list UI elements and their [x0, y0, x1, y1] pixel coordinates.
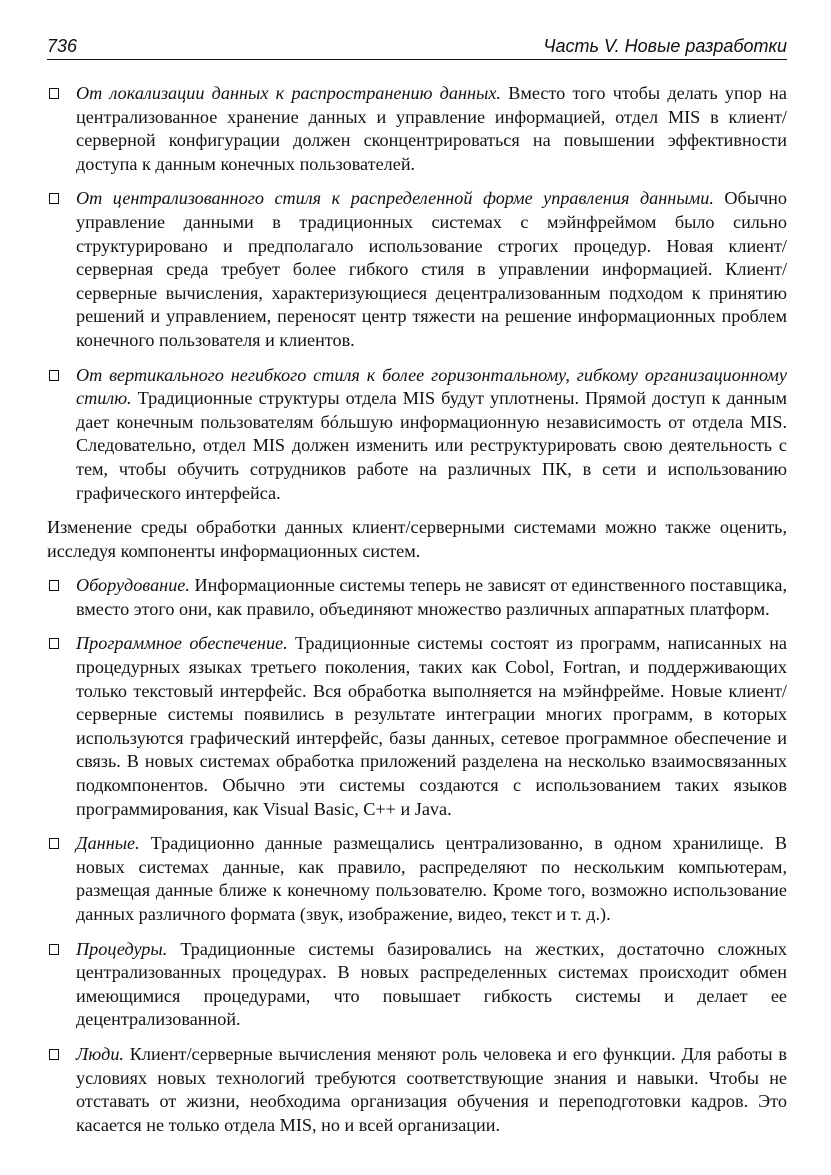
checkbox-bullet-icon	[49, 88, 59, 99]
item-lead: От централизованного стиля к распределенной форме управления данными.	[76, 188, 714, 209]
running-header	[47, 36, 787, 60]
page-number: 736	[47, 36, 78, 56]
item-lead: Данные.	[76, 833, 140, 854]
checkbox-bullet-icon	[49, 638, 59, 649]
item-text: Обычно управление данными в традиционных системах с мэйнфреймом было сильно структурировано и предполагало использование строгих процедур. Новая клиент/серверная среда требует более гибкого стиля в управлении информацией. Клиент/серверные вычисления, характеризующиеся децентрализованным подходом к принятию решений и управлением, переносят центр тяжести на решение информационных проблем конечного пользователя и клиентов.	[76, 188, 787, 350]
item-lead: От вертикального негибкого стиля к более горизонтальному, гибкому организационному стилю.	[76, 364, 787, 409]
item-lead: Люди.	[76, 1043, 124, 1064]
checkbox-bullet-icon	[49, 838, 59, 849]
list-item	[47, 832, 787, 926]
item-text: Традиционно данные размещались централизованно, в одном хранилище. В новых системах данные, как правило, распределяют по нескольким компьютерам, размещая данные ближе к конечному пользователю. Кроме того, возможно использование данных различного формата (звук, изображение, видео, текст и т. д.).	[76, 833, 787, 924]
item-text: Информационные системы теперь не зависят от единственного поставщика, вместо этого они, как правило, объединяют множество различных аппаратных платформ.	[76, 575, 787, 619]
checkbox-bullet-icon	[49, 1049, 59, 1060]
item-text: Вместо того чтобы делать упор на централизованное хранение данных и управление информацией, отдел MIS в клиент/серверной конфигурации должен сконцентрироваться на повышении эффективности доступа к данным конечных пользователей.	[76, 83, 787, 174]
list-item	[47, 82, 787, 176]
bullet-list-components	[47, 574, 787, 1137]
checkbox-bullet-icon	[49, 580, 59, 591]
bullet-list-changes	[47, 82, 787, 505]
list-item	[47, 364, 787, 506]
item-lead: Оборудование.	[76, 575, 190, 596]
list-item	[47, 938, 787, 1032]
item-text: Клиент/серверные вычисления меняют роль человека и его функции. Для работы в условиях новых технологий требуются соответствующие знания и навыки. Чтобы не отставать от жизни, необходима организация обучения и переподготовки кадров. Это касается не только отдела MIS, но и всей организации.	[76, 1043, 787, 1135]
running-title: Часть V. Новые разработки	[543, 36, 787, 56]
body-paragraph: Изменение среды обработки данных клиент/серверными системами можно также оценить, исследуя компоненты информационных систем.	[47, 517, 787, 561]
page-body	[47, 82, 787, 1137]
checkbox-bullet-icon	[49, 193, 59, 204]
item-text: Традиционные системы состоят из программ, написанных на процедурных языках третьего поколения, таких как Cobol, Fortran, и поддерживающих только текстовый интерфейс. Вся обработка выполняется на мэйнфрейме. Новые клиент/серверные системы появились в результате интеграции многих программ, в которых используются графический интерфейс, базы данных, сетевое программное обеспечение и связь. В новых системах обработка приложений разделена на несколько взаимосвязанных подкомпонентов. Обычно эти системы создаются с использованием таких языков программирования, как Visual Basic, C++ и Java.	[76, 633, 788, 819]
list-item	[47, 574, 787, 621]
list-item	[47, 632, 787, 821]
item-lead: Программное обеспечение.	[76, 633, 288, 654]
list-item	[47, 187, 787, 352]
checkbox-bullet-icon	[49, 944, 59, 955]
checkbox-bullet-icon	[49, 370, 59, 381]
item-text: Традиционные структуры отдела MIS будут уплотнены. Прямой доступ к данным дает конечным пользователям бóльшую информационную независимость от отдела MIS. Следовательно, отдел MIS должен изменить или реструктурировать свою деятельность с тем, чтобы обучить сотрудников работе на различных ПК, в сети и использованию графического интерфейса.	[76, 388, 787, 503]
item-lead: Процедуры.	[76, 938, 168, 959]
item-text: Традиционные системы базировались на жестких, достаточно сложных централизованных процедурах. В новых распределенных системах происходит обмен имеющимися процедурами, что повышает гибкость системы и делает ее децентрализованной.	[76, 938, 787, 1030]
list-item	[47, 1043, 787, 1137]
item-lead: От локализации данных к распространению данных.	[76, 83, 501, 103]
book-page	[47, 36, 787, 1148]
